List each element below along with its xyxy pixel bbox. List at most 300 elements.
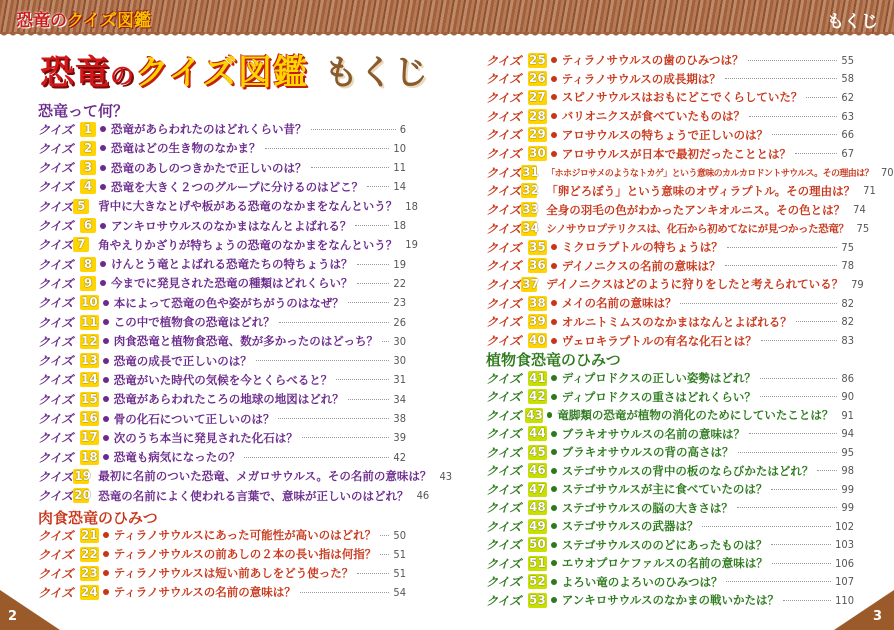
page-number: 18 — [393, 219, 406, 232]
quiz-label: クイズ — [38, 219, 74, 233]
quiz-title: 骨の化石について正しいのは？ — [113, 411, 275, 426]
quiz-title: アンキロサウルスのなかまはなんとよばれる？ — [111, 218, 352, 233]
dot-leader — [783, 600, 831, 601]
quiz-label: クイズ — [486, 259, 522, 274]
quiz-title: ミクロラプトルの特ちょうは？ — [561, 240, 723, 254]
quiz-number: 8 — [80, 257, 96, 272]
dot-leader — [357, 264, 390, 265]
quiz-number: 25 — [529, 52, 546, 67]
dot-leader — [336, 379, 389, 380]
bullet-icon — [551, 244, 557, 250]
title-mokuji: もくじ — [323, 53, 429, 93]
page-number: 82 — [841, 315, 854, 329]
bullet-icon — [100, 280, 106, 286]
quiz-label: クイズ — [486, 128, 522, 143]
toc-item[interactable] — [486, 591, 854, 609]
quiz-title: アロサウルスの特ちょうで正しいのは？ — [561, 127, 769, 142]
toc-item[interactable] — [486, 443, 854, 461]
toc-item[interactable] — [486, 275, 864, 293]
header-mokuji: もくじ — [827, 12, 878, 32]
toc-item[interactable] — [486, 554, 854, 572]
quiz-title: 恐竜がいた時代の気候を今とくらべると？ — [113, 372, 333, 387]
page-number: 82 — [841, 296, 854, 310]
page-number: 71 — [863, 184, 876, 198]
logo-yellow: クイズ図鑑 — [67, 11, 151, 31]
quiz-label: クイズ — [38, 334, 74, 349]
quiz-number: 15 — [81, 391, 98, 406]
quiz-label: クイズ — [486, 390, 522, 404]
quiz-number: 40 — [529, 333, 546, 347]
quiz-number: 1 — [80, 122, 96, 137]
quiz-label: クイズ — [486, 53, 522, 68]
quiz-number: 4 — [80, 179, 96, 194]
page-number: 66 — [841, 128, 854, 142]
toc-item[interactable] — [486, 145, 854, 163]
quiz-number: 50 — [529, 537, 546, 551]
dot-leader — [726, 581, 831, 582]
bullet-icon — [551, 76, 557, 82]
bullet-icon — [551, 338, 557, 344]
dot-leader — [278, 418, 389, 419]
page-number: 102 — [835, 519, 854, 533]
quiz-title: 恐竜はどの生き物のなかま？ — [111, 141, 261, 156]
quiz-label: クイズ — [38, 161, 74, 176]
quiz-label: クイズ — [38, 180, 74, 195]
toc-item[interactable] — [38, 448, 406, 466]
toc-item[interactable] — [38, 545, 406, 563]
toc-item[interactable] — [38, 236, 418, 254]
quiz-label: クイズ — [38, 276, 74, 291]
dot-leader — [279, 322, 390, 323]
toc-item[interactable] — [38, 390, 406, 408]
toc-item[interactable] — [486, 219, 870, 237]
quiz-title: 恐竜も病気になったの？ — [113, 450, 241, 465]
quiz-number: 24 — [81, 584, 98, 599]
dot-leader — [357, 573, 389, 574]
quiz-number: 53 — [529, 592, 546, 607]
quiz-number: 47 — [529, 481, 546, 496]
toc-item[interactable] — [486, 88, 854, 106]
title-red: 恐竜 — [40, 53, 110, 93]
quiz-number: 27 — [529, 89, 546, 104]
dot-leader — [380, 554, 389, 555]
bullet-icon — [551, 319, 557, 325]
quiz-title: ヴェロキラプトルの有名な化石とは？ — [561, 333, 757, 348]
quiz-number: 26 — [529, 71, 546, 86]
logo-red: 恐竜 — [16, 11, 50, 31]
dot-leader — [244, 457, 389, 458]
page-number: 43 — [439, 469, 453, 483]
quiz-title: 恐竜があらわれたのはどれくらい昔？ — [111, 122, 307, 136]
quiz-title: 全身の羽毛の色がわかったアンキオルニス。その色とは？ — [546, 202, 846, 217]
dot-leader — [737, 507, 838, 508]
dot-leader — [772, 134, 837, 135]
dot-leader — [760, 378, 837, 379]
dot-leader — [725, 78, 838, 79]
dot-leader — [795, 153, 837, 154]
page-number: 42 — [393, 450, 406, 464]
quiz-number: 44 — [529, 426, 546, 440]
page-number: 99 — [841, 501, 854, 514]
quiz-number: 9 — [80, 276, 96, 291]
dot-leader — [771, 489, 837, 490]
toc-item[interactable] — [486, 257, 854, 275]
dot-leader — [796, 321, 838, 322]
toc-item[interactable] — [38, 274, 406, 292]
quiz-number: 18 — [81, 449, 98, 464]
toc-item[interactable] — [38, 371, 406, 389]
quiz-number: 29 — [529, 127, 546, 142]
toc-item[interactable] — [38, 255, 406, 273]
dot-leader — [738, 452, 838, 453]
bullet-icon — [103, 377, 109, 383]
toc-item[interactable] — [38, 583, 406, 601]
quiz-title: 竜脚類の恐竜が植物の消化のためにしていたことは？ — [557, 408, 834, 422]
quiz-title: デイノニクスはどのように狩りをしたと考えられている？ — [546, 277, 844, 292]
quiz-title: 次のうち本当に発見された化石は？ — [113, 430, 298, 445]
toc-item[interactable] — [486, 536, 854, 554]
quiz-title: エウオプロケファルスの名前の意味は？ — [561, 556, 768, 570]
page-number: 34 — [393, 392, 406, 406]
quiz-title: 「ホホジロサメのようなトカゲ」という意味のカルカロドントサウルス。その理由は？ — [546, 168, 873, 179]
quiz-title: 肉食恐竜と植物食恐竜、数が多かったのはどっち？ — [113, 334, 378, 349]
quiz-number: 3 — [80, 160, 96, 175]
dot-leader — [771, 544, 831, 545]
quiz-title: スピノサウルスはおもにどこでくらしていた？ — [561, 90, 803, 105]
bullet-icon — [547, 412, 553, 418]
quiz-title: 恐竜のあしのつきかたで正しいのは？ — [111, 160, 307, 175]
dot-leader — [772, 563, 831, 564]
quiz-number: 51 — [529, 555, 546, 570]
page-number: 30 — [393, 334, 406, 348]
page-number: 83 — [841, 334, 854, 347]
quiz-label: クイズ — [38, 354, 74, 369]
page-number: 22 — [393, 276, 406, 290]
toc-item[interactable] — [486, 462, 854, 480]
toc-item[interactable] — [486, 406, 854, 424]
quiz-label: クイズ — [38, 566, 74, 581]
bullet-icon — [103, 300, 109, 306]
toc-item[interactable] — [38, 159, 406, 177]
dot-leader — [817, 470, 837, 471]
toc-item[interactable] — [38, 139, 406, 157]
quiz-label: クイズ — [38, 373, 74, 388]
quiz-title: メイの名前の意味は？ — [561, 296, 677, 311]
logo-no: の — [50, 11, 67, 31]
quiz-number: 37 — [522, 276, 539, 291]
quiz-label: クイズ — [38, 450, 74, 465]
quiz-number: 34 — [522, 220, 539, 235]
quiz-label: クイズ — [486, 315, 522, 330]
quiz-label: クイズ — [38, 431, 74, 446]
quiz-number: 46 — [529, 463, 546, 477]
section-heading: 恐竜って何？ — [38, 102, 129, 120]
quiz-number: 43 — [526, 407, 543, 422]
dot-leader — [300, 592, 390, 593]
quiz-label: クイズ — [38, 257, 74, 272]
quiz-title: ティラノサウルスは短い前あしをどう使った？ — [113, 566, 354, 580]
quiz-title: 恐竜を大きく２つのグループに分けるのはどこ？ — [111, 179, 364, 194]
page-number: 106 — [835, 556, 854, 570]
quiz-number: 42 — [529, 389, 546, 403]
quiz-title: 背中に大きなとげや板がある恐竜のなかまをなんという？ — [98, 199, 398, 214]
bullet-icon — [551, 579, 557, 585]
quiz-number: 19 — [74, 468, 91, 483]
bullet-icon — [100, 165, 106, 171]
page-title — [40, 45, 429, 94]
quiz-title: ティラノサウルスの成長期は？ — [561, 71, 721, 86]
bullet-icon — [103, 551, 109, 557]
page-number: 30 — [393, 354, 406, 368]
toc-item[interactable] — [38, 197, 418, 215]
quiz-title: けんとう竜とよばれる恐竜たちの特ちょうは？ — [111, 257, 353, 272]
page-number: 90 — [841, 390, 854, 403]
page-number: 75 — [856, 221, 870, 235]
toc-item[interactable] — [486, 51, 854, 69]
page-number: 75 — [841, 240, 854, 254]
page-number: 50 — [393, 528, 406, 542]
quiz-label: クイズ — [38, 528, 74, 543]
dot-leader — [727, 247, 838, 248]
toc-item[interactable] — [486, 480, 854, 498]
quiz-number: 33 — [522, 202, 539, 217]
quiz-number: 12 — [81, 333, 98, 348]
quiz-number: 41 — [529, 370, 546, 385]
quiz-label: クイズ — [486, 575, 522, 589]
toc-item[interactable] — [38, 313, 406, 331]
toc-item[interactable] — [486, 499, 854, 517]
quiz-label: クイズ — [486, 464, 522, 478]
quiz-number: 10 — [81, 295, 98, 310]
toc-item[interactable] — [486, 388, 854, 406]
toc-item[interactable] — [486, 425, 854, 443]
quiz-label: クイズ — [486, 371, 522, 386]
page-number: 23 — [393, 296, 406, 310]
quiz-number: 5 — [73, 199, 89, 214]
page-number: 39 — [393, 431, 406, 445]
quiz-number: 2 — [80, 141, 96, 156]
quiz-label: クイズ — [38, 547, 74, 562]
bullet-icon — [100, 126, 106, 132]
section-heading: 肉食恐竜のひみつ — [38, 509, 158, 527]
toc-item[interactable] — [486, 332, 854, 350]
quiz-number: 32 — [522, 183, 539, 198]
page-number: 91 — [841, 408, 854, 422]
dot-leader — [256, 360, 390, 361]
dot-leader — [680, 303, 837, 304]
bullet-icon — [103, 416, 109, 422]
page-number: 99 — [841, 482, 854, 496]
quiz-label: クイズ — [38, 412, 74, 426]
page-number: 78 — [841, 259, 854, 273]
quiz-number: 35 — [529, 239, 546, 254]
title-yellow: クイズ図鑑 — [135, 53, 308, 93]
quiz-label: クイズ — [38, 469, 74, 484]
toc-item[interactable] — [38, 332, 406, 350]
toc-item[interactable] — [38, 178, 406, 196]
page-number: 95 — [841, 445, 854, 459]
toc-item[interactable] — [38, 429, 406, 447]
quiz-number: 28 — [529, 108, 546, 123]
quiz-label: クイズ — [486, 296, 522, 311]
dot-leader — [367, 186, 389, 187]
dot-leader — [382, 341, 389, 342]
quiz-number: 38 — [529, 295, 546, 310]
bullet-icon — [103, 396, 109, 402]
bullet-icon — [551, 560, 557, 566]
page-number: 62 — [841, 90, 854, 104]
page-number: 70 — [880, 165, 894, 179]
page-number: 51 — [393, 566, 406, 580]
page-number: 10 — [393, 141, 406, 155]
dot-leader — [806, 97, 837, 98]
toc-item[interactable] — [38, 120, 406, 138]
quiz-title: 「卵どろぼう」という意味のオヴィラプトル。その理由は？ — [546, 183, 856, 198]
toc-item[interactable] — [486, 126, 854, 144]
quiz-title: ステゴサウルスの脳の大きさは？ — [561, 500, 733, 515]
quiz-label: クイズ — [486, 72, 522, 87]
quiz-label: クイズ — [486, 538, 522, 552]
page-number: 67 — [841, 147, 854, 160]
page-number-right: 3 — [872, 609, 882, 624]
quiz-label: クイズ — [486, 109, 522, 124]
toc-item[interactable] — [486, 369, 854, 387]
page-number: 51 — [393, 547, 406, 561]
toc-item[interactable] — [486, 182, 876, 200]
bullet-icon — [103, 570, 109, 576]
toc-item[interactable] — [486, 201, 866, 219]
quiz-number: 23 — [81, 565, 98, 580]
quiz-label: クイズ — [38, 315, 74, 330]
bullet-icon — [100, 261, 106, 267]
quiz-title: ステゴサウルスが主に食べていたのは？ — [561, 482, 768, 496]
quiz-number: 11 — [81, 314, 98, 329]
quiz-label: クイズ — [38, 296, 74, 311]
bullet-icon — [100, 223, 106, 229]
quiz-title: この中で植物食の恐竜はどれ？ — [113, 315, 275, 329]
dot-leader — [311, 167, 390, 168]
quiz-title: 今までに発見された恐竜の種類はどれくらい？ — [111, 276, 353, 291]
quiz-label: クイズ — [38, 489, 74, 504]
dot-leader — [265, 148, 390, 149]
bullet-icon — [551, 113, 557, 119]
quiz-label: クイズ — [486, 90, 522, 105]
quiz-number: 14 — [81, 372, 98, 387]
toc-item[interactable] — [38, 217, 406, 235]
dot-leader — [348, 399, 390, 400]
toc-item[interactable] — [38, 410, 406, 428]
bullet-icon — [551, 597, 557, 603]
bullet-icon — [551, 468, 557, 474]
toc-item[interactable] — [486, 517, 854, 535]
toc-item[interactable] — [38, 564, 406, 582]
quiz-label: クイズ — [486, 334, 522, 348]
quiz-label: クイズ — [38, 141, 74, 156]
bullet-icon — [100, 145, 106, 151]
quiz-title: ティラノサウルスの歯のひみつは？ — [561, 53, 744, 67]
quiz-title: 最初に名前のついた恐竜、メガロサウルス。その名前の意味は？ — [98, 469, 432, 484]
page-number: 6 — [399, 122, 406, 136]
bullet-icon — [551, 505, 557, 511]
page-number: 19 — [405, 238, 418, 252]
dot-leader — [749, 116, 837, 117]
quiz-number: 39 — [529, 314, 546, 329]
page-number: 55 — [841, 53, 854, 67]
dot-leader — [355, 225, 389, 226]
toc-item[interactable] — [38, 487, 430, 505]
bullet-icon — [103, 435, 109, 441]
toc-item[interactable] — [486, 70, 854, 88]
page-number-left: 2 — [8, 609, 18, 624]
quiz-number: 36 — [529, 258, 546, 273]
page-number: 19 — [393, 257, 406, 271]
bullet-icon — [551, 449, 557, 455]
quiz-label: クイズ — [38, 238, 74, 253]
quiz-label: クイズ — [486, 221, 522, 236]
quiz-title: ディプロドクスの重さはどれくらい？ — [561, 389, 756, 404]
toc-item[interactable] — [38, 467, 453, 485]
bullet-icon — [103, 358, 109, 364]
quiz-title: ティラノサウルスの前あしの２本の長い指は何指？ — [113, 547, 377, 561]
quiz-title: 恐竜の成長で正しいのは？ — [113, 353, 252, 368]
toc-item[interactable] — [38, 526, 406, 544]
quiz-label: クイズ — [486, 408, 522, 423]
bullet-icon — [551, 263, 557, 269]
quiz-number: 52 — [529, 574, 546, 588]
quiz-number: 22 — [81, 546, 98, 561]
section-heading: 植物食恐竜のひみつ — [486, 351, 621, 369]
toc-item[interactable] — [486, 163, 894, 181]
quiz-title: ステゴサウルスののどにあったものは？ — [561, 537, 768, 552]
dot-leader — [760, 396, 837, 397]
toc-item[interactable] — [486, 294, 854, 312]
bullet-icon — [551, 431, 557, 437]
quiz-title: 角やえりかざりが特ちょうの恐竜のなかまをなんという？ — [98, 237, 398, 252]
page-number: 94 — [841, 427, 854, 440]
quiz-number: 17 — [81, 430, 98, 445]
bullet-icon — [551, 394, 557, 400]
quiz-label: クイズ — [486, 277, 522, 292]
toc-item[interactable] — [486, 573, 854, 591]
bullet-icon — [551, 94, 557, 100]
bullet-icon — [551, 523, 557, 529]
toc-item[interactable] — [486, 107, 854, 125]
bullet-icon — [551, 151, 557, 157]
quiz-title: 恐竜の名前によく使われる言葉で、意味が正しいのはどれ？ — [98, 488, 409, 503]
quiz-title: バリオニクスが食べていたものは？ — [561, 109, 746, 124]
quiz-title: オルニトミムスのなかまはなんとよばれる？ — [561, 314, 792, 329]
quiz-label: クイズ — [486, 482, 522, 497]
quiz-label: クイズ — [486, 147, 522, 161]
bullet-icon — [551, 300, 557, 306]
toc-item[interactable] — [38, 294, 406, 312]
page-number: 54 — [393, 585, 406, 599]
quiz-title: ステゴサウルスの背中の板のならびかたはどれ？ — [561, 463, 814, 478]
page-number: 107 — [835, 575, 854, 588]
dot-leader — [357, 283, 390, 284]
page-number: 103 — [835, 538, 854, 551]
quiz-number: 13 — [81, 353, 98, 368]
toc-item[interactable] — [486, 238, 854, 256]
quiz-title: シノサウロプテリクスは、化石から初めてなにが見つかった恐竜？ — [546, 222, 849, 235]
bullet-icon — [103, 532, 109, 538]
quiz-number: 48 — [529, 500, 546, 514]
toc-item[interactable] — [38, 352, 406, 370]
dot-leader — [348, 302, 390, 303]
quiz-title: 恐竜があらわれたころの地球の地図はどれ？ — [113, 392, 344, 407]
quiz-label: クイズ — [486, 427, 522, 441]
toc-item[interactable] — [486, 313, 854, 331]
